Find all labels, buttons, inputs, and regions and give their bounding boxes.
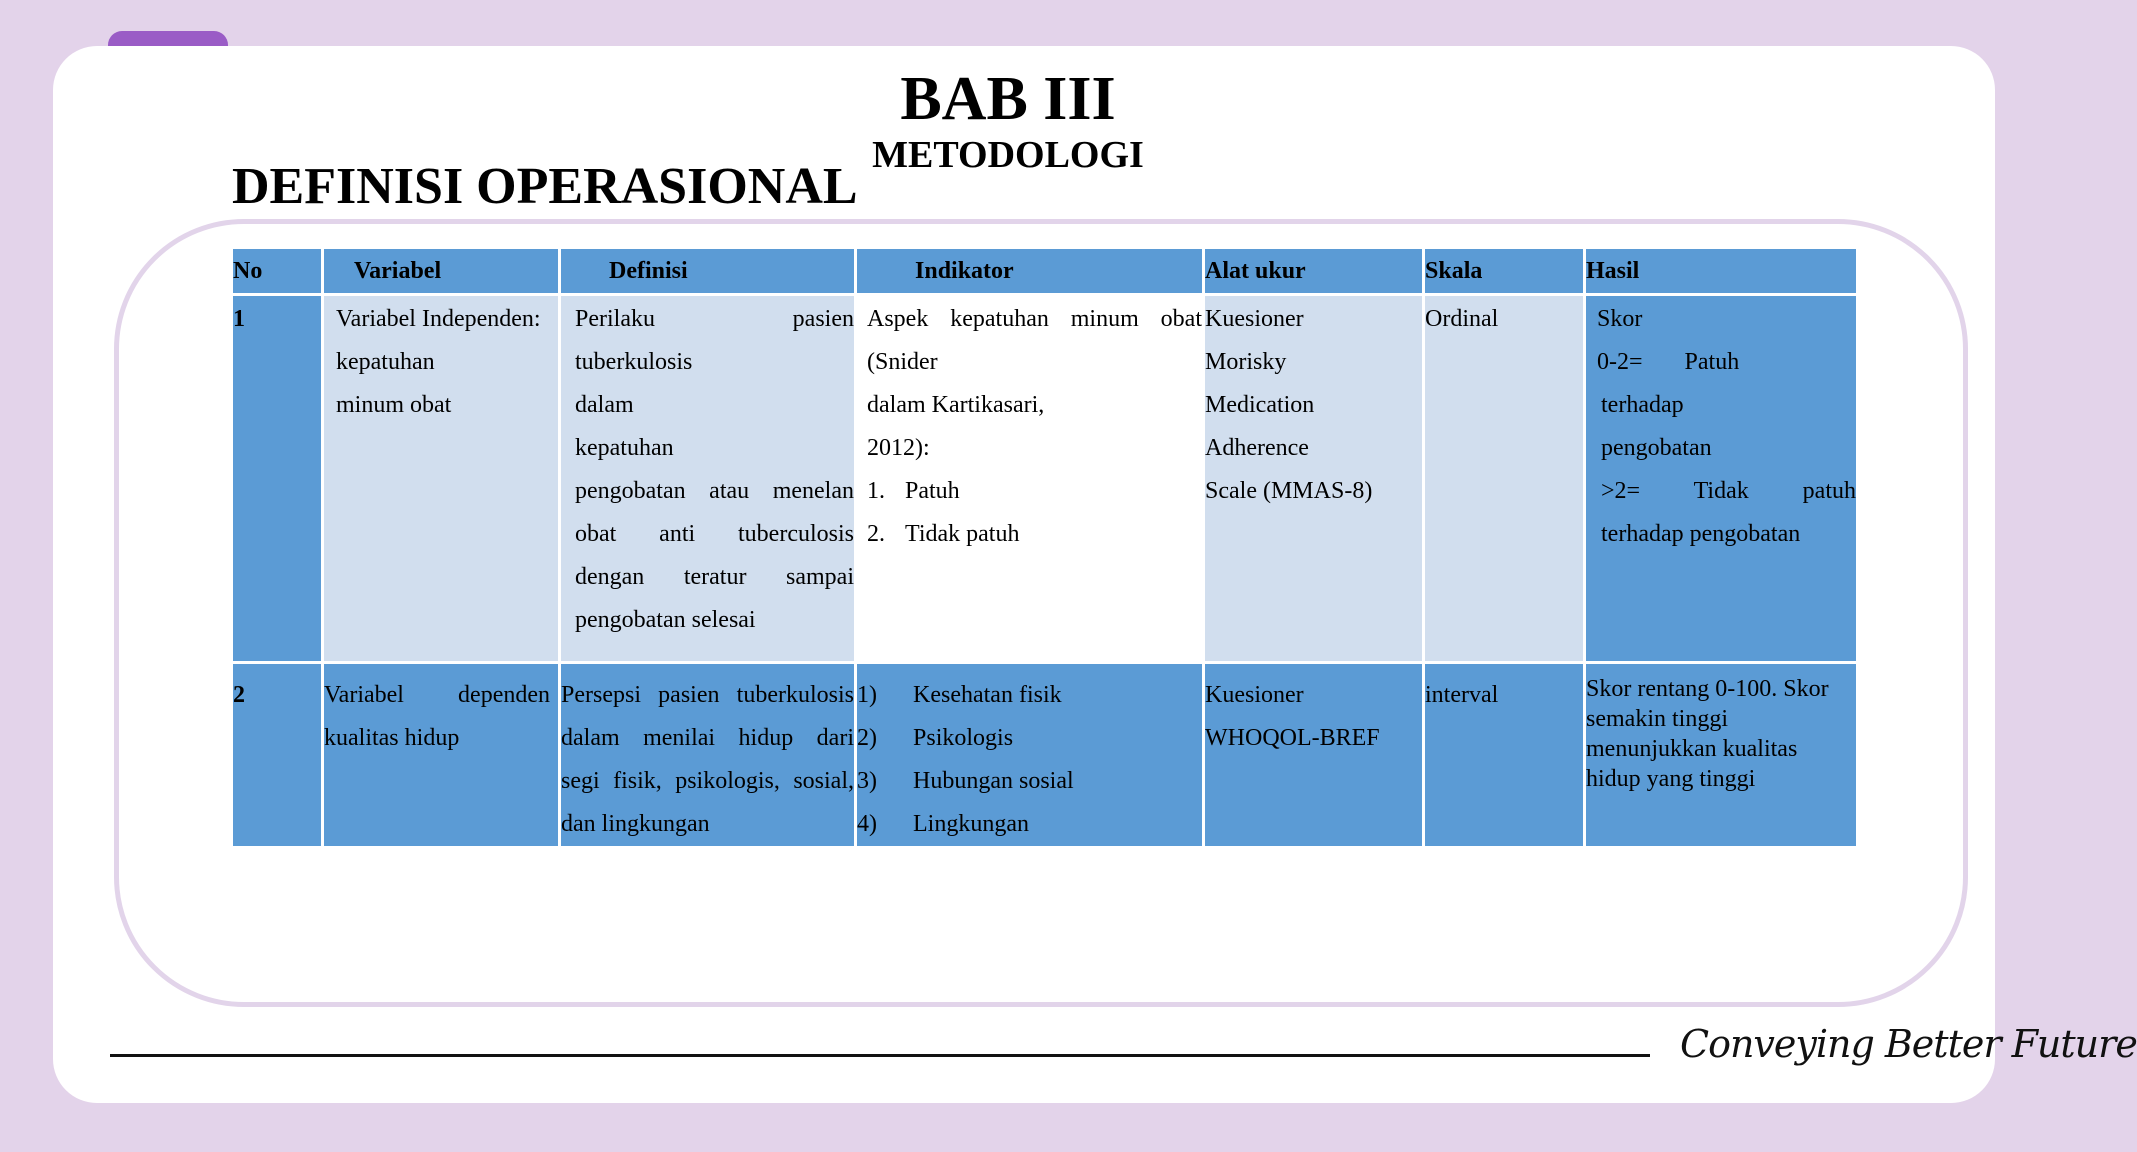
cell-indikator [856,663,1204,848]
list-text: Psikologis [913,725,1014,751]
list-number: 2. [867,521,885,547]
col-header-alat-ukur: Alat ukur [1204,248,1424,295]
text-line: dalam [575,392,634,418]
col-header-hasil: Hasil [1585,248,1858,295]
text-line: Persepsi pasien tuberkulosis [561,682,854,708]
text-line: semakin tinggi [1586,706,1728,732]
table-header-row [232,248,1858,295]
col-header-skala: Skala [1424,248,1585,295]
text-line: terhadap pengobatan [1601,521,1801,547]
text-line: (Snider [867,349,938,375]
text-line: Medication [1205,392,1315,418]
text-line: pengobatan atau menelan [575,478,854,504]
cell-skala: interval [1424,663,1585,848]
footer-divider [110,1054,1650,1057]
cell-indikator [856,295,1204,663]
section-title: DEFINISI OPERASIONAL [232,158,858,215]
cell-hasil [1585,295,1858,663]
text-line: Adherence [1205,435,1309,461]
text-line: minum obat [336,392,452,418]
indicator-list [867,470,1202,556]
text-line: Perilaku pasien [575,306,854,332]
list-text: Patuh [905,478,960,504]
table-row [232,295,1858,663]
list-number: 1) [857,682,877,708]
text-line: 0-2= Patuh [1597,349,1740,375]
text-line: terhadap [1601,392,1684,418]
text-line: Morisky [1205,349,1287,375]
list-item [857,760,1202,803]
cell-no: 1 [232,295,323,663]
text-line: pengobatan [1601,435,1712,461]
cell-hasil [1585,663,1858,848]
cell-variabel [323,663,560,848]
table-row [232,663,1858,848]
page-title: BAB III [900,65,1116,133]
col-header-no: No [232,248,323,295]
list-item [857,674,1202,717]
text-line: segi fisik, psikologis, sosial, [561,768,854,794]
page-subtitle: METODOLOGI [872,134,1144,176]
text-line: kepatuhan [575,435,674,461]
cell-alat-ukur [1204,295,1424,663]
col-header-indikator: Indikator [856,248,1204,295]
list-text: Kesehatan fisik [913,682,1062,708]
text-line: Variabel Independen: [336,306,541,332]
text-line: WHOQOL-BREF [1205,725,1380,751]
text-line: hidup yang tinggi [1586,766,1756,792]
cell-skala: Ordinal [1424,295,1585,663]
text-line: dan lingkungan [561,811,710,837]
cell-variabel [323,295,560,663]
cell-alat-ukur [1204,663,1424,848]
cell-definisi [560,663,856,848]
list-text: Tidak patuh [905,521,1020,547]
list-number: 1. [867,478,885,504]
text-line: Kuesioner [1205,306,1304,332]
text-line: Scale (MMAS-8) [1205,478,1373,504]
text-line: Skor rentang 0-100. Skor [1586,676,1829,702]
list-number: 3) [857,768,877,794]
list-number: 4) [857,811,877,837]
text-line: tuberkulosis [575,349,693,375]
footer-signature: Conveying Better Future [1680,1022,2137,1066]
text-line: dengan teratur sampai [575,564,854,590]
cell-no: 2 [232,663,323,848]
text-line: kualitas hidup [324,725,460,751]
text-line: pengobatan selesai [575,607,756,633]
text-line: 2012): [867,435,930,461]
col-header-definisi: Definisi [560,248,856,295]
list-item [857,803,1202,846]
list-item [857,717,1202,760]
list-number: 2) [857,725,877,751]
text-line: Aspek kepatuhan minum obat [867,306,1202,332]
indicator-list [857,674,1202,846]
text-line: Kuesioner [1205,682,1304,708]
list-text: Hubungan sosial [913,768,1074,794]
text-line: Skor [1597,306,1643,332]
text-line: kepatuhan [336,349,435,375]
list-item [867,470,1202,513]
text-line: dalam menilai hidup dari [561,725,854,751]
text-line: menunjukkan kualitas [1586,736,1798,762]
list-item [867,513,1202,556]
list-text: Lingkungan [913,811,1029,837]
text-line: dalam Kartikasari, [867,392,1045,418]
text-line: Variabel dependen [324,682,550,708]
definition-table [230,246,1859,849]
cell-definisi [560,295,856,663]
col-header-variabel: Variabel [323,248,560,295]
text-line: >2= Tidak patuh [1601,478,1856,504]
text-line: obat anti tuberculosis [575,521,854,547]
